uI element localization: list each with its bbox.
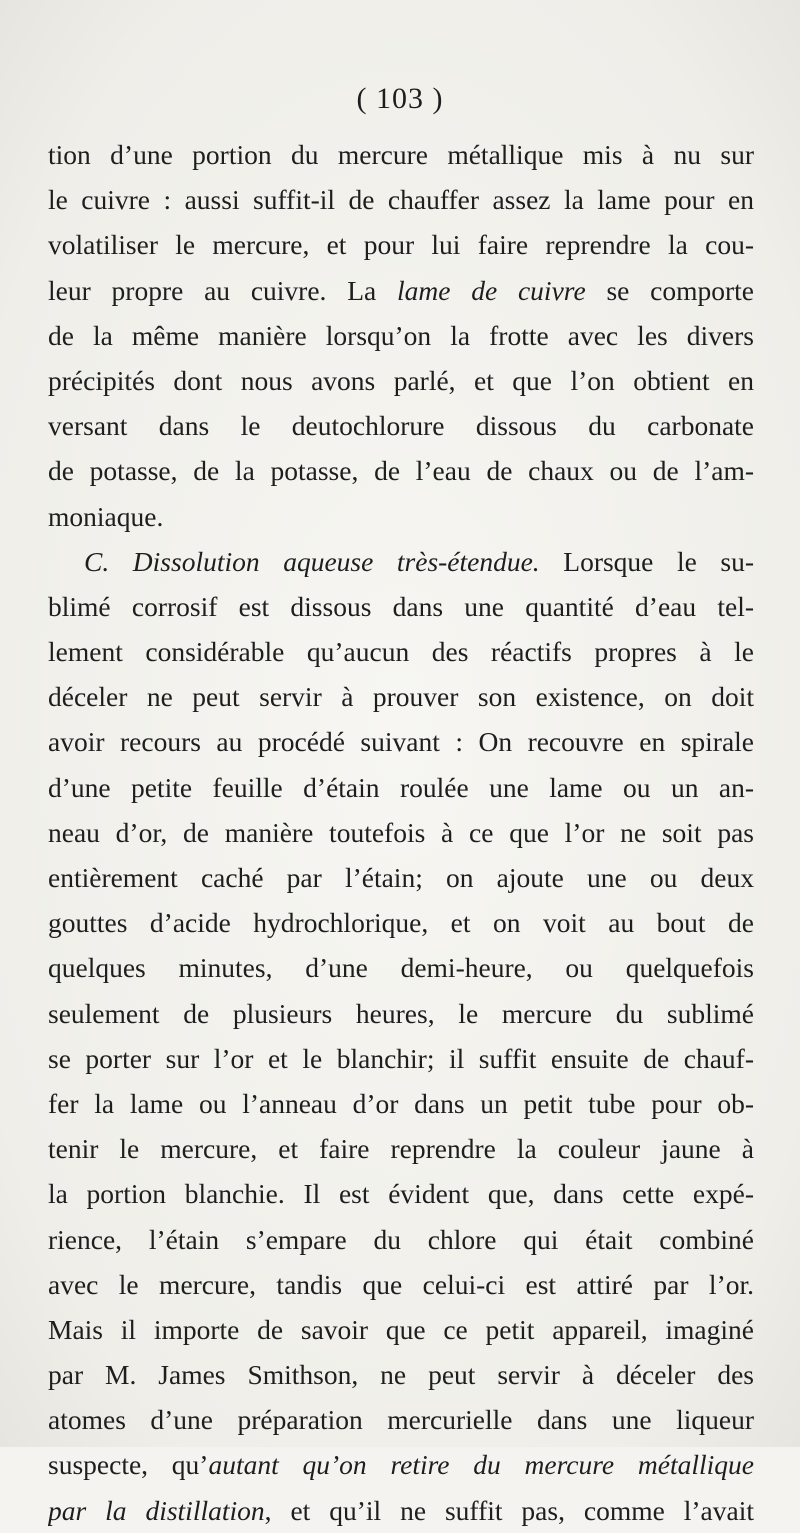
text-line: fer la lame ou l’anneau d’or dans un petit tube pour ob-	[48, 1087, 754, 1119]
text-line: avoir recours au procédé suivant : On recouvre en spirale	[48, 726, 754, 758]
page-number: ( 103 )	[356, 82, 444, 115]
text-line: seulement de plusieurs heures, le mercure du sublimé	[48, 997, 754, 1029]
text-line: volatiliser le mercure, et pour lui faire reprendre la cou-	[48, 229, 754, 261]
text-line: par M. James Smithson, ne peut servir à déceler des	[48, 1359, 754, 1391]
text-line: la portion blanchie. Il est évident que, dans cette expé-	[48, 1178, 754, 1210]
text-line: précipités dont nous avons parlé, et que l’on obtient en	[48, 364, 754, 396]
text-line: neau d’or, de manière toutefois à ce que l’or ne soit pas	[48, 816, 754, 848]
text-line: tenir le mercure, et faire reprendre la couleur jaune à	[48, 1133, 754, 1165]
text-line: moniaque.	[48, 500, 164, 532]
text-line: C. Dissolution aqueuse très-étendue. Lorsque le su-	[84, 545, 754, 577]
body-text	[48, 132, 754, 1533]
text-line: par la distillation, et qu’il ne suffit pas, comme l’avait	[48, 1494, 754, 1526]
text-line: suspecte, qu’autant qu’on retire du mercure métallique	[48, 1449, 754, 1481]
text-line: avec le mercure, tandis que celui-ci est attiré par l’or.	[48, 1268, 754, 1300]
text-line: entièrement caché par l’étain; on ajoute une ou deux	[48, 862, 754, 893]
text-line: atomes d’une préparation mercurielle dans une liqueur	[48, 1404, 754, 1436]
text-line: blimé corrosif est dissous dans une quantité d’eau tel-	[48, 590, 754, 622]
text-line: Mais il importe de savoir que ce petit appareil, imaginé	[48, 1313, 754, 1345]
text-line: quelques minutes, d’une demi-heure, ou quelquefois	[48, 952, 754, 984]
text-line: de la même manière lorsqu’on la frotte avec les divers	[48, 319, 754, 351]
text-line: versant dans le deutochlorure dissous du carbonate	[48, 410, 754, 442]
text-line: se porter sur l’or et le blanchir; il suffit ensuite de chauf-	[48, 1042, 754, 1074]
text-line: déceler ne peut servir à prouver son existence, on doit	[48, 681, 754, 713]
text-line: gouttes d’acide hydrochlorique, et on voit au bout de	[48, 907, 754, 939]
text-line: de potasse, de la potasse, de l’eau de chaux ou de l’am-	[48, 455, 754, 487]
text-line: d’une petite feuille d’étain roulée une lame ou un an-	[48, 771, 754, 803]
text-line: leur propre au cuivre. La lame de cuivre se comporte	[48, 274, 754, 306]
text-line: tion d’une portion du mercure métallique mis à nu sur	[48, 139, 754, 170]
text-line: lement considérable qu’aucun des réactifs propres à le	[48, 636, 754, 668]
text-line: rience, l’étain s’empare du chlore qui était combiné	[48, 1223, 754, 1255]
text-line: le cuivre : aussi suffit-il de chauffer assez la lame pour en	[48, 184, 754, 216]
